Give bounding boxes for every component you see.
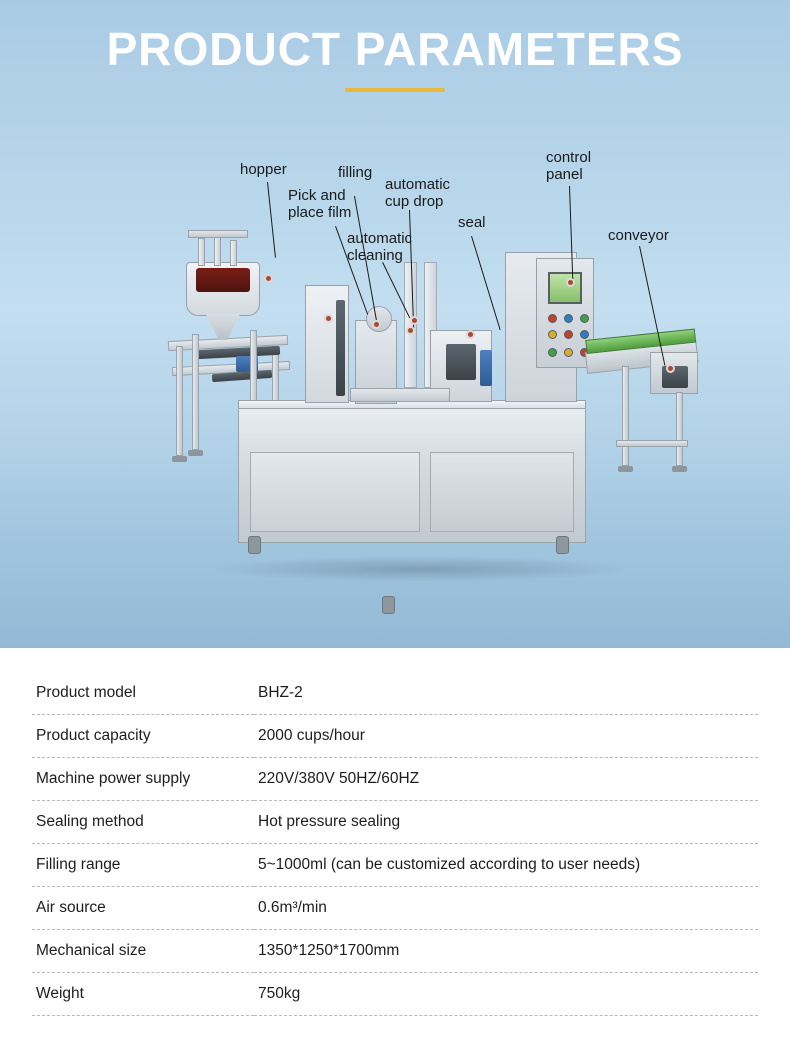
table-row: [32, 715, 758, 758]
spec-key: Machine power supply: [32, 758, 254, 801]
spec-value: 2000 cups/hour: [254, 715, 758, 758]
turntable-deck: [350, 388, 450, 402]
marker-seal: [466, 330, 475, 339]
callout-pick-and-place-film: Pick and place film: [288, 187, 352, 221]
caster-1: [248, 536, 261, 554]
title-underline: [345, 88, 445, 92]
machine-shadow: [210, 556, 630, 582]
spec-value: 0.6m³/min: [254, 887, 758, 930]
spec-key: Sealing method: [32, 801, 254, 844]
marker-filling: [372, 320, 381, 329]
leader-line-hopper: [267, 182, 276, 258]
hopper-material: [196, 268, 250, 292]
sealing-cylinder: [480, 350, 492, 386]
spec-value: BHZ-2: [254, 672, 758, 715]
marker-hopper: [264, 274, 273, 283]
spec-key: Weight: [32, 973, 254, 1016]
callout-automatic-cleaning: automatic cleaning: [347, 230, 413, 264]
spec-value: Hot pressure sealing: [254, 801, 758, 844]
cleaning-column: [336, 300, 345, 396]
callout-conveyor: conveyor: [608, 227, 669, 244]
panel-button-yellow-1[interactable]: [548, 330, 557, 339]
table-row: [32, 887, 758, 930]
panel-button-blue-1[interactable]: [564, 314, 573, 323]
spec-value: 5~1000ml (can be customized according to user needs): [254, 844, 758, 887]
conveyor-leg-2: [676, 392, 683, 466]
panel-button-red-2[interactable]: [564, 330, 573, 339]
hopper-tube-1: [198, 238, 205, 266]
hopper-funnel: [206, 314, 240, 340]
callout-hopper: hopper: [240, 161, 287, 178]
panel-button-green-1[interactable]: [580, 314, 589, 323]
spec-key: Product model: [32, 672, 254, 715]
callout-automatic-cup-drop: automatic cup drop: [385, 176, 451, 210]
caster-2: [382, 596, 395, 614]
table-row: [32, 672, 758, 715]
leader-line-seal: [471, 236, 501, 330]
specifications-section: [0, 648, 790, 1038]
panel-button-green-2[interactable]: [548, 348, 557, 357]
cabinet-door-left: [250, 452, 420, 532]
hopper-leg-1: [192, 334, 199, 450]
marker-pick-place: [324, 314, 333, 323]
marker-conveyor: [666, 364, 675, 373]
table-row: [32, 844, 758, 887]
conveyor-cross-bar: [616, 440, 688, 447]
spec-key: Air source: [32, 887, 254, 930]
marker-cleaning: [410, 316, 419, 325]
conveyor-foot-1: [618, 466, 633, 472]
table-row: [32, 801, 758, 844]
callout-control-panel: control panel: [546, 149, 592, 183]
left-frame-foot-1: [172, 456, 187, 462]
table-row: [32, 758, 758, 801]
panel-button-yellow-2[interactable]: [564, 348, 573, 357]
hopper-tube-2: [214, 236, 221, 266]
hopper-foot-1: [188, 450, 203, 456]
page-title: PRODUCT PARAMETERS: [106, 23, 684, 75]
table-row: [32, 973, 758, 1016]
conveyor-foot-2: [672, 466, 687, 472]
panel-button-blue-2[interactable]: [580, 330, 589, 339]
spec-key: Mechanical size: [32, 930, 254, 973]
panel-button-red-1[interactable]: [548, 314, 557, 323]
hopper-tube-3: [230, 240, 237, 266]
hopper-top-bar: [188, 230, 248, 238]
control-panel-screen[interactable]: [548, 272, 582, 304]
marker-cup-drop: [406, 326, 415, 335]
spec-value: 1350*1250*1700mm: [254, 930, 758, 973]
spec-value: 750kg: [254, 973, 758, 1016]
specifications-table: [32, 672, 758, 1016]
left-frame-leg-1: [176, 346, 183, 456]
caster-3: [556, 536, 569, 554]
callout-filling: filling: [338, 164, 373, 181]
cabinet-door-right: [430, 452, 574, 532]
callout-seal: seal: [458, 214, 486, 231]
spec-key: Product capacity: [32, 715, 254, 758]
spec-value: 220V/380V 50HZ/60HZ: [254, 758, 758, 801]
marker-control-panel: [566, 278, 575, 287]
sealing-head: [446, 344, 476, 380]
table-row: [32, 930, 758, 973]
spec-key: Filling range: [32, 844, 254, 887]
conveyor-leg-1: [622, 366, 629, 466]
